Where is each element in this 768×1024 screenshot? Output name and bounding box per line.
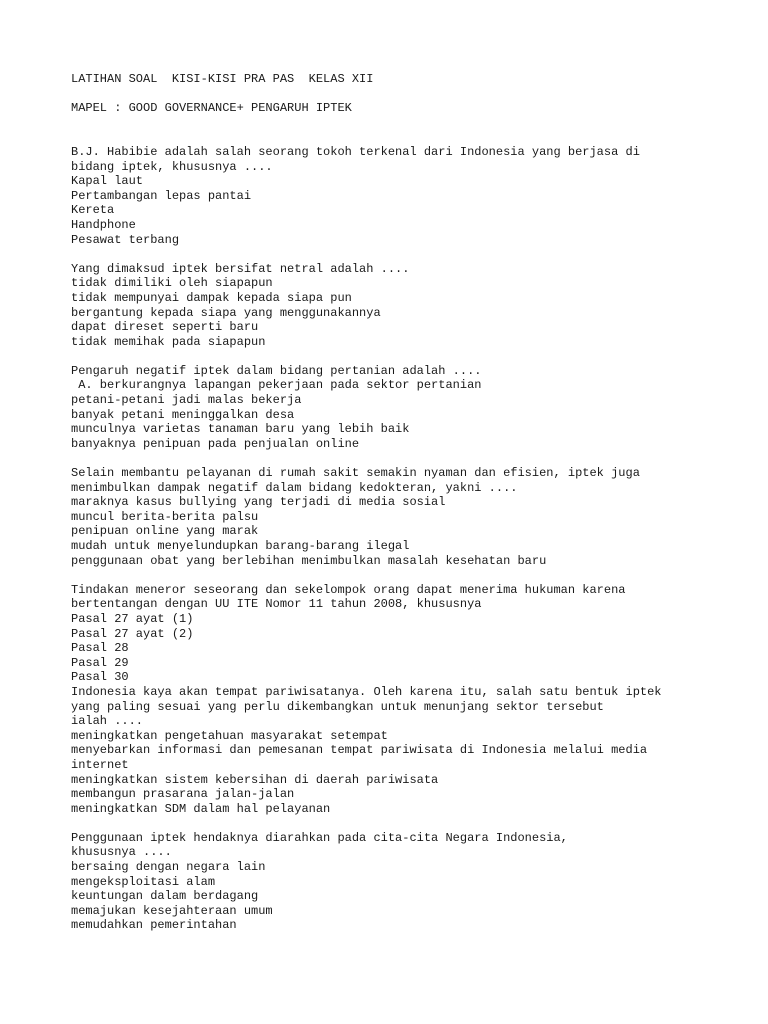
spacer — [71, 87, 711, 102]
question-2 — [71, 262, 711, 350]
answer-option: Pesawat terbang — [71, 232, 180, 247]
question-text: Pengaruh negatif iptek dalam bidang pertanian adalah .... — [71, 363, 482, 378]
question-text: bidang iptek, khususnya .... — [71, 159, 273, 174]
answer-option: menyebarkan informasi dan pemesanan tempat pariwisata di Indonesia melalui media — [71, 743, 648, 758]
answer-option: tidak memihak pada siapapun — [71, 334, 266, 349]
question-text: ialah .... — [71, 714, 144, 729]
answer-option: A. berkurangnya lapangan pekerjaan pada sektor pertanian — [71, 378, 482, 393]
question-6 — [71, 685, 711, 816]
spacer — [71, 816, 711, 831]
question-text: Indonesia kaya akan tempat pariwisatanya. Oleh karena itu, salah satu bentuk iptek — [71, 684, 662, 699]
answer-option: muncul berita-berita palsu — [71, 509, 259, 524]
question-text: B.J. Habibie adalah salah seorang tokoh terkenal dari Indonesia yang berjasa di — [71, 144, 640, 159]
answer-option: banyak petani meninggalkan desa — [71, 407, 295, 422]
question-text: Yang dimaksud iptek bersifat netral adalah .... — [71, 261, 410, 276]
answer-option: Pasal 28 — [71, 641, 129, 656]
answer-option: mudah untuk menyelundupkan barang-barang ilegal — [71, 539, 410, 553]
question-3 — [71, 364, 711, 452]
spacer — [71, 116, 711, 145]
question-text: Tindakan meneror seseorang dan sekelompok orang dapat menerima hukuman karena — [71, 582, 626, 597]
document-title: LATIHAN SOAL KISI-KISI PRA PAS KELAS XII — [71, 72, 374, 86]
answer-option: memajukan kesejahteraan umum — [71, 903, 273, 918]
answer-option: penggunaan obat yang berlebihan menimbulkan masalah kesehatan baru — [71, 553, 547, 568]
answer-option: membangun prasarana jalan-jalan — [71, 787, 295, 802]
spacer — [71, 568, 711, 583]
answer-option: penipuan online yang marak — [71, 524, 259, 539]
answer-option: tidak mempunyai dampak kepada siapa pun — [71, 290, 352, 305]
question-7 — [71, 831, 711, 933]
answer-option: tidak dimiliki oleh siapapun — [71, 276, 273, 291]
document-subject: MAPEL : GOOD GOVERNANCE+ PENGARUH IPTEK — [71, 101, 352, 116]
document-content — [71, 72, 711, 933]
answer-option: maraknya kasus bullying yang terjadi di media sosial — [71, 495, 446, 510]
answer-option: Pasal 29 — [71, 655, 129, 670]
answer-option: Kapal laut — [71, 174, 144, 189]
question-4 — [71, 466, 711, 568]
answer-option: memudahkan pemerintahan — [71, 918, 237, 933]
answer-option: meningkatkan sistem kebersihan di daerah pariwisata — [71, 772, 439, 787]
answer-option: keuntungan dalam berdagang — [71, 889, 259, 904]
answer-option: bergantung kepada siapa yang menggunakannya — [71, 305, 381, 320]
question-text: yang paling sesuai yang perlu dikembangkan untuk menunjang sektor tersebut — [71, 699, 604, 714]
spacer — [71, 349, 711, 364]
spacer — [71, 451, 711, 466]
answer-option: Pertambangan lepas pantai — [71, 188, 252, 203]
answer-option: munculnya varietas tanaman baru yang lebih baik — [71, 422, 410, 437]
answer-option: petani-petani jadi malas bekerja — [71, 393, 302, 408]
question-1 — [71, 145, 711, 247]
answer-option: dapat direset seperti baru — [71, 320, 259, 335]
answer-option: bersaing dengan negara lain — [71, 860, 266, 875]
answer-option: meningkatkan pengetahuan masyarakat setempat — [71, 728, 388, 743]
answer-option: meningkatkan SDM dalam hal pelayanan — [71, 801, 331, 816]
question-text: Selain membantu pelayanan di rumah sakit semakin nyaman dan efisien, iptek juga — [71, 466, 640, 481]
answer-option: internet — [71, 757, 129, 772]
answer-option: banyaknya penipuan pada penjualan online — [71, 436, 360, 451]
question-text: Penggunaan iptek hendaknya diarahkan pada cita-cita Negara Indonesia, — [71, 830, 568, 845]
answer-option: Pasal 30 — [71, 670, 129, 685]
spacer — [71, 247, 711, 262]
answer-option: Kereta — [71, 203, 115, 218]
answer-option: Handphone — [71, 217, 136, 232]
answer-option: mengeksploitasi alam — [71, 874, 216, 889]
answer-option: Pasal 27 ayat (1) — [71, 611, 194, 626]
question-text: bertentangan dengan UU ITE Nomor 11 tahun 2008, khususnya — [71, 597, 482, 612]
question-text: khususnya .... — [71, 845, 172, 860]
answer-option: Pasal 27 ayat (2) — [71, 626, 194, 641]
question-text: menimbulkan dampak negatif dalam bidang kedokteran, yakni .... — [71, 480, 518, 495]
question-5 — [71, 583, 711, 685]
